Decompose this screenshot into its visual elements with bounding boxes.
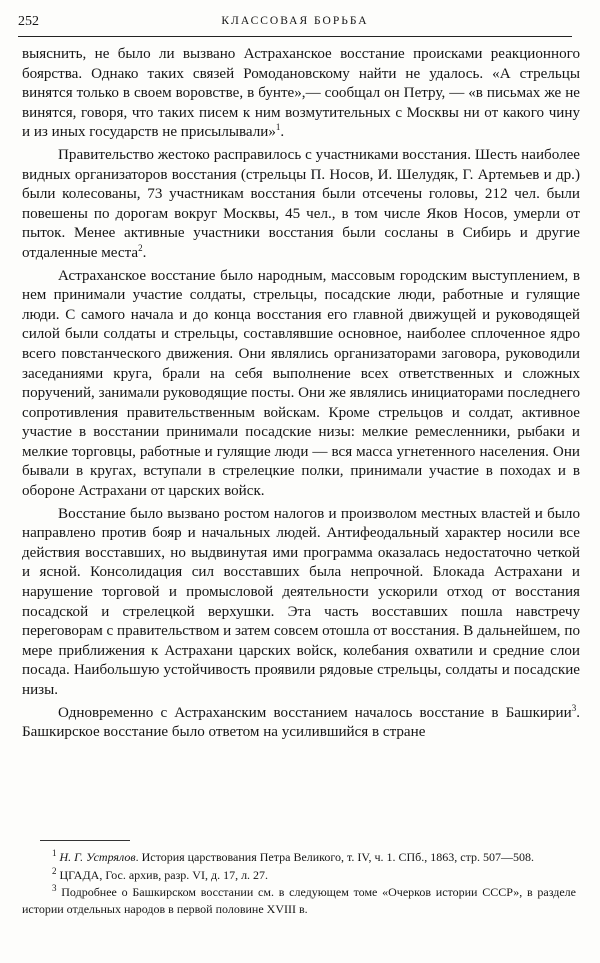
paragraph-text: Астраханское восстание было народным, массовым городским выступлением, в нем принимали участие солдаты, стрельцы, посадские люди, работные и гулящие люди. С самого начала и до конца восстания его главной движущей и руководящей силой были солдаты и стрельцы, составлявшие основное, наиболее сплоченное ядро всего повстанческого движения. Они являлись организаторами заговора, руководили заседаниями круга, брали на себя выполнение всех ответственных и сложных поручений, занимали руководящие посты. Они же являлись инициаторами последнего сопротивления правительственным войскам. Кроме стрельцов и солдат, активное участие в восстании принимали посадские низы: мелкие ремесленники, рыбаки и мелкие торговцы, работные и гулящие люди — вся масса угнетенного населения. Они бывали в кругах, вступали в стрелецкие полки, принимали участие в походах и в обороне Астрахани от царских войск. xyxy=(22,267,580,500)
footnote-3 xyxy=(22,884,576,917)
footnote-text: ЦГАДА, Гос. архив, разр. VI, д. 17, л. 27. xyxy=(59,867,269,882)
footnote-mark: 2 xyxy=(52,865,57,876)
paragraph-text: Правительство жестоко расправилось с участниками восстания. Шесть наиболее видных организаторов восстания (стрельцы П. Носов, И. Шелудяк, Г. Артемьев и др.) были колесованы, 73 участникам восстания были отсечены головы, 212 чел. были повешены по дорогам вокруг Москвы, 45 чел., в том числе Яков Носов, умерли от пыток. Менее активные участники восстания были сосланы в Сибирь и другие отдаленные места xyxy=(22,146,580,261)
paragraph-tail: . xyxy=(280,124,285,141)
paragraph-text: Одновременно с Астраханским восстанием началось восстание в Башкирии xyxy=(58,704,572,721)
page-header xyxy=(18,10,572,37)
footnotes xyxy=(22,849,576,918)
footnote-ref: 3 xyxy=(571,702,577,713)
footnote-author: Н. Г. Устрялов xyxy=(59,850,136,864)
paragraph-tail: . xyxy=(142,244,147,261)
paragraph-3 xyxy=(22,267,580,502)
paragraph-4 xyxy=(22,505,580,701)
paragraph-1 xyxy=(22,45,580,143)
paragraph-2 xyxy=(22,146,580,264)
footnote-mark: 1 xyxy=(52,848,57,858)
running-title: КЛАССОВАЯ БОРЬБА xyxy=(221,15,369,27)
footnote-ref: 2 xyxy=(138,242,143,253)
footnote-text: . История царствования Петра Великого, т. IV, ч. 1. СПб., 1863, стр. 507—508. xyxy=(135,850,535,864)
paragraph-text: Восстание было вызвано ростом налогов и произволом местных властей и было направлено против бояр и начальных людей. Антифеодальный характер носили все действия восставших, но выдвинутая ими программа оказалась недостаточно четкой и ясной. Консолидация сил восставших была непрочной. Блокада Астрахани и нарушение торговой и промысловой деятельности ускорили отход от восстания посадской и стрелецкой верхушки. Эта часть восставших пошла навстречу переговорам с правительством и затем совсем отошла от восстания. В дальнейшем, по мере приближения к Астрахани царских войск, колебания охватили и средние слои посада. Наибольшую устойчивость проявили рядовые стрельцы, солдаты и посадские низы. xyxy=(22,505,580,698)
main-text xyxy=(22,45,580,743)
paragraph-tail: . Башкирское восстание было ответом на усилившийся в стране xyxy=(22,704,580,741)
footnote-2 xyxy=(22,867,576,884)
footnote-ref: 1 xyxy=(275,122,281,133)
paragraph-5 xyxy=(22,704,580,743)
footnote-text: Подробнее о Башкирском восстании см. в следующем томе «Очерков истории СССР», в разделе истории отдельных народов в первой половине XVIII в. xyxy=(22,885,576,916)
footnote-separator xyxy=(40,840,130,841)
page-number: 252 xyxy=(18,14,39,29)
paragraph-text: выяснить, не было ли вызвано Астраханское восстание происками реакционного боярства. Однако таких связей Ромодановскому найти не удалось. «А стрельцы винятся только в своем воровстве, в бунте»,— сообщал он Петру, — «в письмах же не винятся, говоря, что таких писем к ним возмутительных с Москвы ни от какого чину и из иных государств не присылывали» xyxy=(22,46,580,141)
footnote-1 xyxy=(22,849,576,866)
footnote-mark: 3 xyxy=(52,883,57,893)
